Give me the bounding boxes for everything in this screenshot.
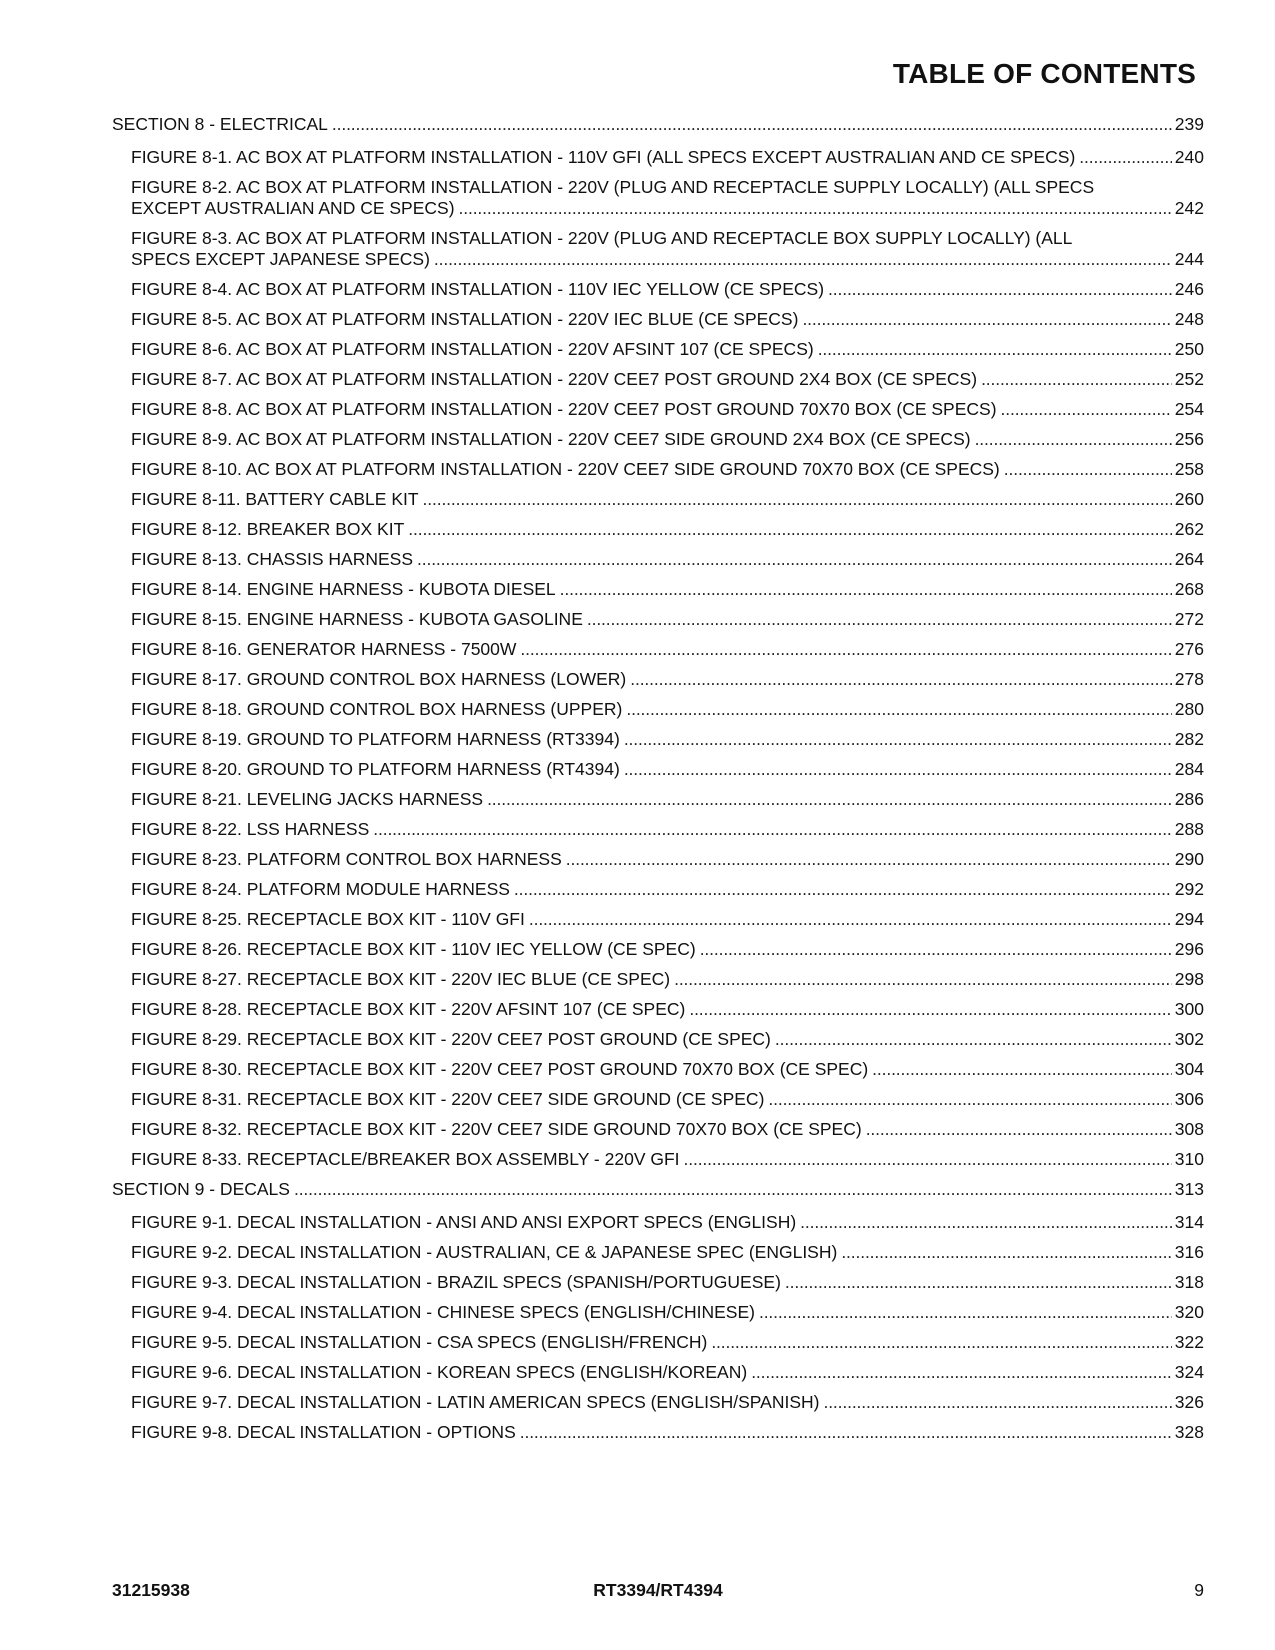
dot-leader [674,969,1172,990]
toc-entry-text: FIGURE 8-7. AC BOX AT PLATFORM INSTALLATION - 220V CEE7 POST GROUND 2X4 BOX (CE SPECS) [131,369,978,389]
toc-entry-text: FIGURE 9-7. DECAL INSTALLATION - LATIN AMERICAN SPECS (ENGLISH/SPANISH) [131,1392,820,1412]
footer-model: RT3394/RT4394 [593,1580,723,1600]
toc-figure-entry[interactable] [131,969,1204,990]
toc-figure-entry[interactable] [131,279,1204,300]
toc-entry-text: FIGURE 9-4. DECAL INSTALLATION - CHINESE SPECS (ENGLISH/CHINESE) [131,1302,755,1322]
toc-page-number: 239 [1174,114,1204,134]
toc-entry-text: FIGURE 8-12. BREAKER BOX KIT [131,519,405,539]
toc-page-number: 322 [1174,1332,1204,1352]
toc-page-number: 313 [1174,1179,1204,1199]
dot-leader [800,1212,1172,1233]
toc-page-number: 300 [1174,999,1204,1019]
toc-figure-entry[interactable] [131,489,1204,510]
toc-page-number: 306 [1174,1089,1204,1109]
toc-page-number: 310 [1174,1149,1204,1169]
toc-figure-entry[interactable] [131,999,1204,1020]
toc-entry-text: SECTION 8 - ELECTRICAL [112,114,328,134]
toc-page-number: 294 [1174,909,1204,929]
toc-figure-entry[interactable] [131,369,1204,390]
toc-page-number: 276 [1174,639,1204,659]
toc-page-number: 246 [1174,279,1204,299]
dot-leader [841,1242,1171,1263]
toc-figure-entry[interactable] [131,909,1204,930]
dot-leader [751,1362,1172,1383]
toc-figure-entry[interactable] [131,1212,1204,1233]
dot-leader [624,759,1172,780]
dot-leader [294,1179,1172,1200]
toc-figure-entry[interactable] [131,399,1204,420]
toc-page-number: 252 [1174,369,1204,389]
toc-entry-text: FIGURE 8-13. CHASSIS HARNESS [131,549,414,569]
toc-page-number: 268 [1174,579,1204,599]
toc-page-number: 308 [1174,1119,1204,1139]
toc-entry-text: FIGURE 8-20. GROUND TO PLATFORM HARNESS (RT4394) [131,759,620,779]
toc-figure-entry[interactable] [131,1422,1204,1443]
toc-entry-text: FIGURE 8-19. GROUND TO PLATFORM HARNESS (RT3394) [131,729,620,749]
toc-entry-text-line1: FIGURE 8-3. AC BOX AT PLATFORM INSTALLATION - 220V (PLUG AND RECEPTACLE BOX SUPPLY LOCALLY) (ALL [131,228,1073,248]
toc-figure-entry[interactable] [131,228,1204,270]
toc-list [0,108,1275,1452]
toc-entry-text: FIGURE 8-9. AC BOX AT PLATFORM INSTALLATION - 220V CEE7 SIDE GROUND 2X4 BOX (CE SPECS) [131,429,971,449]
toc-entry-text: SECTION 9 - DECALS [112,1179,290,1199]
toc-figure-entry[interactable] [131,1242,1204,1263]
dot-leader [417,549,1172,570]
toc-entry-text: FIGURE 8-17. GROUND CONTROL BOX HARNESS (LOWER) [131,669,627,689]
dot-leader [529,909,1172,930]
toc-page-number: 304 [1174,1059,1204,1079]
dot-leader [1001,399,1172,420]
toc-figure-entry[interactable] [131,519,1204,540]
toc-figure-entry[interactable] [131,699,1204,720]
toc-page-number: 290 [1174,849,1204,869]
toc-page-number: 302 [1174,1029,1204,1049]
dot-leader [684,1149,1172,1170]
toc-page-number: 248 [1174,309,1204,329]
toc-entry-text: SPECS EXCEPT JAPANESE SPECS) [131,249,430,269]
dot-leader [566,849,1172,870]
dot-leader [775,1029,1172,1050]
toc-page-number: 256 [1174,429,1204,449]
footer-doc-number: 31215938 [112,1580,190,1600]
dot-leader [823,1392,1171,1413]
toc-entry-text: FIGURE 9-5. DECAL INSTALLATION - CSA SPECS (ENGLISH/FRENCH) [131,1332,708,1352]
toc-figure-entry[interactable] [131,669,1204,690]
dot-leader [768,1089,1171,1110]
toc-figure-entry[interactable] [131,1149,1204,1170]
toc-entry-text: FIGURE 8-15. ENGINE HARNESS - KUBOTA GASOLINE [131,609,583,629]
toc-page-number: 258 [1174,459,1204,479]
toc-figure-entry[interactable] [131,429,1204,450]
toc-entry-text: FIGURE 8-21. LEVELING JACKS HARNESS [131,789,484,809]
footer-page-number: 9 [1194,1580,1204,1600]
toc-figure-entry[interactable] [131,147,1204,168]
toc-figure-entry[interactable] [131,729,1204,750]
dot-leader [514,879,1172,900]
toc-entry-text: EXCEPT AUSTRALIAN AND CE SPECS) [131,198,455,218]
toc-page-number: 282 [1174,729,1204,749]
toc-entry-text: FIGURE 8-31. RECEPTACLE BOX KIT - 220V CEE7 SIDE GROUND (CE SPEC) [131,1089,765,1109]
toc-figure-entry[interactable] [131,789,1204,810]
dot-leader [818,339,1172,360]
dot-leader [975,429,1172,450]
toc-page-number: 318 [1174,1272,1204,1292]
toc-page-number: 292 [1174,879,1204,899]
toc-entry-text: FIGURE 9-2. DECAL INSTALLATION - AUSTRALIAN, CE & JAPANESE SPEC (ENGLISH) [131,1242,838,1262]
toc-page-number: 242 [1174,198,1204,218]
toc-figure-entry[interactable] [131,849,1204,870]
toc-entry-text: FIGURE 8-8. AC BOX AT PLATFORM INSTALLATION - 220V CEE7 POST GROUND 70X70 BOX (CE SPECS) [131,399,997,419]
dot-leader [802,309,1171,330]
dot-leader [408,519,1172,540]
toc-entry-text: FIGURE 8-22. LSS HARNESS [131,819,370,839]
toc-page-number: 244 [1174,249,1204,269]
toc-figure-entry[interactable] [131,819,1204,840]
toc-entry-text: FIGURE 8-30. RECEPTACLE BOX KIT - 220V CEE7 POST GROUND 70X70 BOX (CE SPEC) [131,1059,869,1079]
toc-page-number: 320 [1174,1302,1204,1322]
toc-entry-text: FIGURE 8-14. ENGINE HARNESS - KUBOTA DIESEL [131,579,556,599]
dot-leader [423,489,1172,510]
dot-leader [434,249,1172,270]
dot-leader [711,1332,1171,1353]
toc-entry-text: FIGURE 8-25. RECEPTACLE BOX KIT - 110V GFI [131,909,525,929]
toc-page-number: 260 [1174,489,1204,509]
toc-entry-text: FIGURE 8-24. PLATFORM MODULE HARNESS [131,879,510,899]
toc-section-entry[interactable] [112,114,1204,135]
toc-page-number: 280 [1174,699,1204,719]
toc-entry-text: FIGURE 8-4. AC BOX AT PLATFORM INSTALLATION - 110V IEC YELLOW (CE SPECS) [131,279,825,299]
toc-page-number: 272 [1174,609,1204,629]
toc-entry-text: FIGURE 9-1. DECAL INSTALLATION - ANSI AND ANSI EXPORT SPECS (ENGLISH) [131,1212,797,1232]
dot-leader [520,639,1171,660]
toc-entry-text: FIGURE 8-18. GROUND CONTROL BOX HARNESS (UPPER) [131,699,623,719]
toc-entry-text: FIGURE 8-33. RECEPTACLE/BREAKER BOX ASSEMBLY - 220V GFI [131,1149,680,1169]
toc-figure-entry[interactable] [131,1089,1204,1110]
toc-entry-text: FIGURE 9-3. DECAL INSTALLATION - BRAZIL SPECS (SPANISH/PORTUGUESE) [131,1272,781,1292]
toc-page-number: 296 [1174,939,1204,959]
dot-leader [759,1302,1172,1323]
dot-leader [630,669,1172,690]
toc-entry-text: FIGURE 8-1. AC BOX AT PLATFORM INSTALLATION - 110V GFI (ALL SPECS EXCEPT AUSTRALIAN AND CE SPECS) [131,147,1076,167]
dot-leader [520,1422,1172,1443]
toc-entry-text-line1: FIGURE 8-2. AC BOX AT PLATFORM INSTALLATION - 220V (PLUG AND RECEPTACLE SUPPLY LOCALLY) (ALL SPECS [131,177,1095,197]
dot-leader [866,1119,1172,1140]
toc-figure-entry[interactable] [131,939,1204,960]
toc-entry-text: FIGURE 8-32. RECEPTACLE BOX KIT - 220V CEE7 SIDE GROUND 70X70 BOX (CE SPEC) [131,1119,862,1139]
toc-figure-entry[interactable] [131,1119,1204,1140]
toc-page-number: 286 [1174,789,1204,809]
dot-leader [828,279,1172,300]
dot-leader [373,819,1172,840]
toc-entry-text: FIGURE 8-23. PLATFORM CONTROL BOX HARNESS [131,849,562,869]
toc-entry-text: FIGURE 8-11. BATTERY CABLE KIT [131,489,419,509]
toc-entry-text: FIGURE 9-8. DECAL INSTALLATION - OPTIONS [131,1422,516,1442]
toc-page-number: 288 [1174,819,1204,839]
toc-entry-text: FIGURE 8-6. AC BOX AT PLATFORM INSTALLATION - 220V AFSINT 107 (CE SPECS) [131,339,814,359]
toc-page-number: 324 [1174,1362,1204,1382]
dot-leader [689,999,1171,1020]
dot-leader [981,369,1172,390]
toc-figure-entry[interactable] [131,879,1204,900]
toc-figure-entry[interactable] [131,309,1204,330]
toc-page-number: 284 [1174,759,1204,779]
toc-figure-entry[interactable] [131,177,1204,219]
toc-figure-entry[interactable] [131,1332,1204,1353]
toc-figure-entry[interactable] [131,639,1204,660]
dot-leader [1004,459,1172,480]
toc-page-number: 278 [1174,669,1204,689]
dot-leader [560,579,1172,600]
toc-entry-text: FIGURE 8-27. RECEPTACLE BOX KIT - 220V IEC BLUE (CE SPEC) [131,969,671,989]
toc-page-number: 254 [1174,399,1204,419]
toc-section-entry[interactable] [112,1179,1204,1200]
toc-figure-entry[interactable] [131,1392,1204,1413]
dot-leader [626,699,1171,720]
toc-figure-entry[interactable] [131,549,1204,570]
toc-entry-text: FIGURE 8-5. AC BOX AT PLATFORM INSTALLATION - 220V IEC BLUE (CE SPECS) [131,309,799,329]
toc-figure-entry[interactable] [131,1059,1204,1080]
toc-figure-entry[interactable] [131,1272,1204,1293]
toc-figure-entry[interactable] [131,1362,1204,1383]
dot-leader [1079,147,1172,168]
page-title: TABLE OF CONTENTS [892,58,1196,89]
toc-figure-entry[interactable] [131,459,1204,480]
toc-entry-text: FIGURE 9-6. DECAL INSTALLATION - KOREAN SPECS (ENGLISH/KOREAN) [131,1362,748,1382]
toc-page-number: 328 [1174,1422,1204,1442]
toc-page-number: 298 [1174,969,1204,989]
dot-leader [587,609,1172,630]
toc-figure-entry[interactable] [131,579,1204,600]
toc-page-number: 240 [1174,147,1204,167]
toc-page-number: 264 [1174,549,1204,569]
toc-page-number: 314 [1174,1212,1204,1232]
dot-leader [459,198,1172,219]
dot-leader [624,729,1172,750]
toc-figure-entry[interactable] [131,339,1204,360]
dot-leader [487,789,1172,810]
dot-leader [872,1059,1172,1080]
toc-figure-entry[interactable] [131,759,1204,780]
toc-figure-entry[interactable] [131,1029,1204,1050]
toc-entry-text: FIGURE 8-28. RECEPTACLE BOX KIT - 220V AFSINT 107 (CE SPEC) [131,999,686,1019]
toc-page-number: 326 [1174,1392,1204,1412]
dot-leader [332,114,1172,135]
toc-figure-entry[interactable] [131,1302,1204,1323]
dot-leader [700,939,1172,960]
toc-entry-text: FIGURE 8-26. RECEPTACLE BOX KIT - 110V IEC YELLOW (CE SPEC) [131,939,696,959]
toc-page-number: 250 [1174,339,1204,359]
toc-entry-text: FIGURE 8-29. RECEPTACLE BOX KIT - 220V CEE7 POST GROUND (CE SPEC) [131,1029,771,1049]
toc-page-number: 316 [1174,1242,1204,1262]
dot-leader [785,1272,1172,1293]
toc-entry-text: FIGURE 8-10. AC BOX AT PLATFORM INSTALLATION - 220V CEE7 SIDE GROUND 70X70 BOX (CE SPECS) [131,459,1000,479]
toc-figure-entry[interactable] [131,609,1204,630]
toc-entry-text: FIGURE 8-16. GENERATOR HARNESS - 7500W [131,639,517,659]
toc-page-number: 262 [1174,519,1204,539]
